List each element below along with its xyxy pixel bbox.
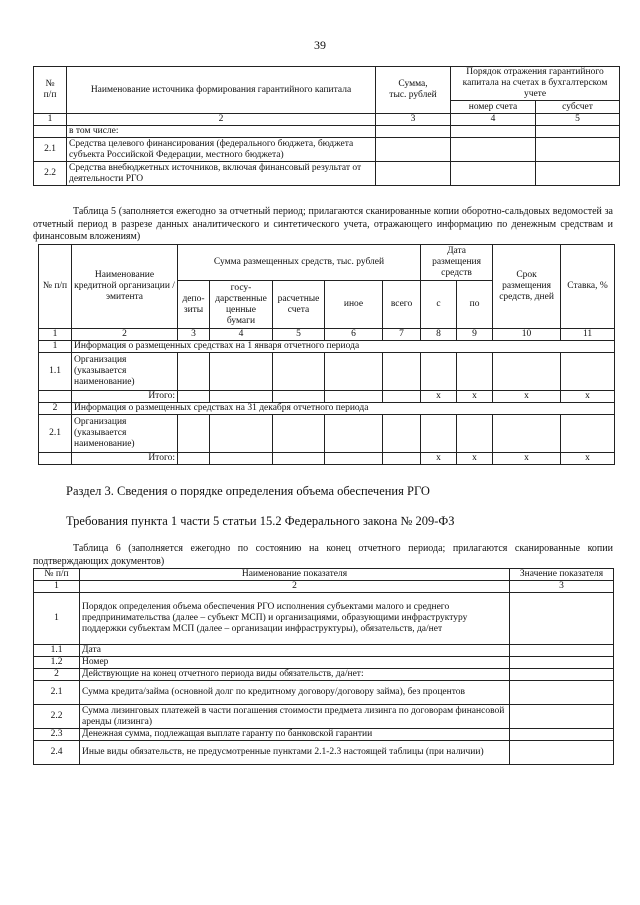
- t6-row-num: 2.3: [34, 729, 80, 741]
- t5-section-title: Информация о размещенных средствах на 31 декабря отчетного периода: [72, 403, 615, 415]
- t5-index-cell: 2: [72, 329, 178, 341]
- t5-x-cell: x: [493, 453, 561, 465]
- requirements-title: Требования пункта 1 части 5 статьи 15.2 Федерального закона № 209-ФЗ: [66, 514, 455, 528]
- t5-header-from: с: [421, 281, 457, 329]
- security-volume-table: [33, 568, 614, 765]
- t6-row-name: Денежная сумма, подлежащая выплате гаранту по банковской гарантии: [80, 729, 510, 741]
- t4-row-num: 2.1: [34, 138, 67, 162]
- t5-x-cell: x: [421, 453, 457, 465]
- t6-value-cell: [510, 705, 614, 729]
- t6-row-num: 1.1: [34, 645, 80, 657]
- t5-index-cell: 10: [493, 329, 561, 341]
- t5-index-cell: 5: [273, 329, 325, 341]
- capital-sources-table: [33, 66, 620, 186]
- t5-header-sum: Сумма размещенных средств, тыс. рублей: [178, 245, 421, 281]
- t6-row-num: 1.2: [34, 657, 80, 669]
- t5-header-term: Срок размещения средств, дней: [493, 245, 561, 329]
- t5-x-cell: x: [457, 391, 493, 403]
- t5-header-name: Наименование кредитной организации / эмитента: [72, 245, 178, 329]
- section3-title: Раздел 3. Сведения о порядке определения объема обеспечения РГО: [66, 484, 430, 498]
- t6-value-cell: [510, 741, 614, 765]
- t5-x-cell: x: [493, 391, 561, 403]
- t5-section-title: Информация о размещенных средствах на 1 января отчетного периода: [72, 341, 615, 353]
- t5-index-cell: 7: [383, 329, 421, 341]
- t6-value-cell: [510, 729, 614, 741]
- t5-x-cell: x: [561, 453, 615, 465]
- table6-caption: Таблица 6 (заполняется ежегодно по состоянию на конец отчетного периода; прилагаются сканированные копии подтверждающих документов): [33, 543, 613, 567]
- t5-header-to: по: [457, 281, 493, 329]
- t4-including-label: в том числе:: [67, 126, 376, 138]
- t5-row-name: Организация (указывается наименование): [72, 353, 178, 391]
- t5-header-deposits: депо- зиты: [178, 281, 210, 329]
- t5-x-cell: x: [421, 391, 457, 403]
- t5-header-num: № п/п: [39, 245, 72, 329]
- t5-row-num: 1.1: [39, 353, 72, 391]
- t6-index-cell: 1: [34, 581, 80, 593]
- t6-row-name: Иные виды обязательств, не предусмотренные пунктами 2.1-2.3 настоящей таблицы (при наличии): [80, 741, 510, 765]
- t4-row-name: Средства целевого финансирования (федерального бюджета, бюджета субъекта Российской Федерации, местного бюджета): [67, 138, 376, 162]
- t5-row-num: 2.1: [39, 415, 72, 453]
- t4-header-order: Порядок отражения гарантийного капитала на счетах в бухгалтерском учете: [451, 67, 620, 101]
- t6-header-value: Значение показателя: [510, 569, 614, 581]
- t5-header-settlement-accounts: расчетные счета: [273, 281, 325, 329]
- t6-row-num: 2.4: [34, 741, 80, 765]
- t6-value-cell: [510, 645, 614, 657]
- t4-header-account: номер счета: [451, 101, 536, 114]
- t5-x-cell: x: [561, 391, 615, 403]
- table5-caption: Таблица 5 (заполняется ежегодно за отчетный период; прилагаются сканированные копии оборотно-сальдовых ведомостей за отчетный период в разрезе данных аналитического и синтетического учета, отражающего информацию по денежным средствам и финансовым вложениям): [33, 206, 613, 242]
- t5-index-cell: 8: [421, 329, 457, 341]
- t5-header-total: всего: [383, 281, 421, 329]
- t6-value-cell: [510, 593, 614, 645]
- t6-row-name: Сумма лизинговых платежей в части погашения стоимости предмета лизинга по договорам финансовой аренды (лизинга): [80, 705, 510, 729]
- t5-total-label: Итого:: [72, 391, 178, 403]
- t6-header-num: № п/п: [34, 569, 80, 581]
- t6-row-num: 2.2: [34, 705, 80, 729]
- t6-header-name: Наименование показателя: [80, 569, 510, 581]
- t5-header-date: Дата размещения средств: [421, 245, 493, 281]
- t4-row-num: 2.2: [34, 162, 67, 186]
- t5-section-num: 1: [39, 341, 72, 353]
- t6-index-cell: 2: [80, 581, 510, 593]
- t4-index-cell: 3: [376, 114, 451, 126]
- t5-row-name: Организация (указывается наименование): [72, 415, 178, 453]
- t5-header-other: иное: [325, 281, 383, 329]
- t5-index-cell: 11: [561, 329, 615, 341]
- t4-index-cell: 2: [67, 114, 376, 126]
- t5-total-label: Итого:: [72, 453, 178, 465]
- t5-section-num: 2: [39, 403, 72, 415]
- page-number: 39: [314, 38, 326, 52]
- t6-row-name: Порядок определения объема обеспечения РГО исполнения субъектами малого и среднего предпринимательства (далее – субъект МСП) и организациями, образующими инфраструктуру поддержки субъектам МСП (далее – организации инфраструктуры), обязательств, да/нет: [80, 593, 510, 645]
- t6-row-num: 1: [34, 593, 80, 645]
- t6-value-cell: [510, 657, 614, 669]
- t5-header-rate: Ставка, %: [561, 245, 615, 329]
- t6-value-cell: [510, 669, 614, 681]
- t4-index-cell: 4: [451, 114, 536, 126]
- t6-row-name: Действующие на конец отчетного периода виды обязательств, да/нет:: [80, 669, 510, 681]
- t6-row-name: Дата: [80, 645, 510, 657]
- t6-row-name: Сумма кредита/займа (основной долг по кредитному договору/договору займа), без процентов: [80, 681, 510, 705]
- t6-row-name: Номер: [80, 657, 510, 669]
- t4-header-sum: Сумма, тыс. рублей: [376, 67, 451, 114]
- t6-value-cell: [510, 681, 614, 705]
- t5-index-cell: 4: [210, 329, 273, 341]
- t4-header-num: № п/п: [34, 67, 67, 114]
- t5-x-cell: x: [457, 453, 493, 465]
- t5-index-cell: 1: [39, 329, 72, 341]
- t4-header-name: Наименование источника формирования гарантийного капитала: [67, 67, 376, 114]
- t4-header-subaccount: субсчет: [536, 101, 620, 114]
- t5-header-gov-securities: госу- дарственные ценные бумаги: [210, 281, 273, 329]
- t5-index-cell: 3: [178, 329, 210, 341]
- t5-index-cell: 9: [457, 329, 493, 341]
- t4-row-name: Средства внебюджетных источников, включая финансовый результат от деятельности РГО: [67, 162, 376, 186]
- t4-index-cell: 5: [536, 114, 620, 126]
- t5-index-cell: 6: [325, 329, 383, 341]
- t6-row-num: 2.1: [34, 681, 80, 705]
- t4-index-cell: 1: [34, 114, 67, 126]
- t6-row-num: 2: [34, 669, 80, 681]
- t6-index-cell: 3: [510, 581, 614, 593]
- placed-funds-table: [38, 244, 615, 465]
